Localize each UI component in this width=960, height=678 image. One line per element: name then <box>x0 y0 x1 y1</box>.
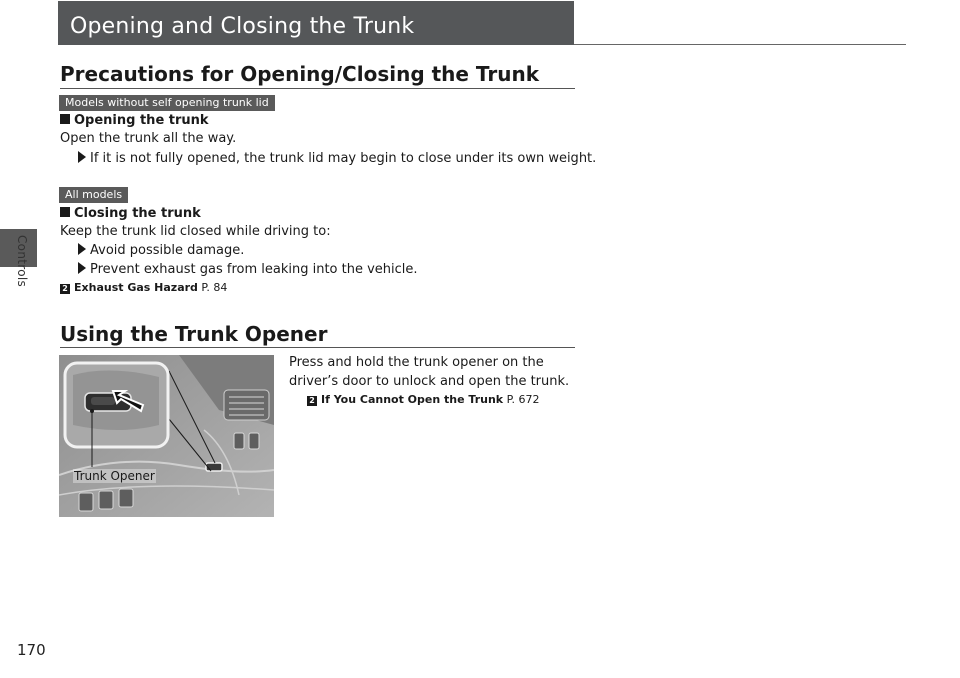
closing-bullet-1: Avoid possible damage. <box>78 243 244 258</box>
door-panel-drawing <box>59 355 274 517</box>
opening-heading: Opening the trunk <box>60 113 209 128</box>
triangle-bullet-icon <box>78 262 86 274</box>
page-reference-icon: 2 <box>60 284 70 294</box>
closing-heading: Closing the trunk <box>60 206 201 221</box>
section-label: Controls <box>15 235 29 288</box>
opener-rule <box>60 347 575 348</box>
opener-heading: Using the Trunk Opener <box>60 322 328 346</box>
opener-text-line-2: driver’s door to unlock and open the trunk. <box>289 374 570 389</box>
opening-text: Open the trunk all the way. <box>60 131 237 146</box>
opener-text-line-1: Press and hold the trunk opener on the <box>289 355 544 370</box>
page-title: Opening and Closing the Trunk <box>70 14 415 39</box>
square-bullet-icon <box>60 207 70 217</box>
models-badge: Models without self opening trunk lid <box>59 95 275 111</box>
opening-bullet: If it is not fully opened, the trunk lid may begin to close under its own weight. <box>78 151 596 166</box>
page-number: 170 <box>17 641 46 659</box>
closing-bullet-2: Prevent exhaust gas from leaking into the vehicle. <box>78 262 418 277</box>
precautions-rule <box>60 88 575 89</box>
triangle-bullet-icon <box>78 151 86 163</box>
cannot-open-xref[interactable]: 2 If You Cannot Open the Trunk P. 672 <box>307 393 540 406</box>
triangle-bullet-icon <box>78 243 86 255</box>
exhaust-xref[interactable]: 2 Exhaust Gas Hazard P. 84 <box>60 281 227 294</box>
precautions-heading: Precautions for Opening/Closing the Trunk <box>60 62 540 86</box>
trunk-opener-illustration <box>59 355 274 517</box>
all-models-badge: All models <box>59 187 128 203</box>
closing-text: Keep the trunk lid closed while driving to: <box>60 224 331 239</box>
figure-label: Trunk Opener <box>74 469 155 483</box>
title-rule <box>574 44 906 45</box>
square-bullet-icon <box>60 114 70 124</box>
page-reference-icon: 2 <box>307 396 317 406</box>
